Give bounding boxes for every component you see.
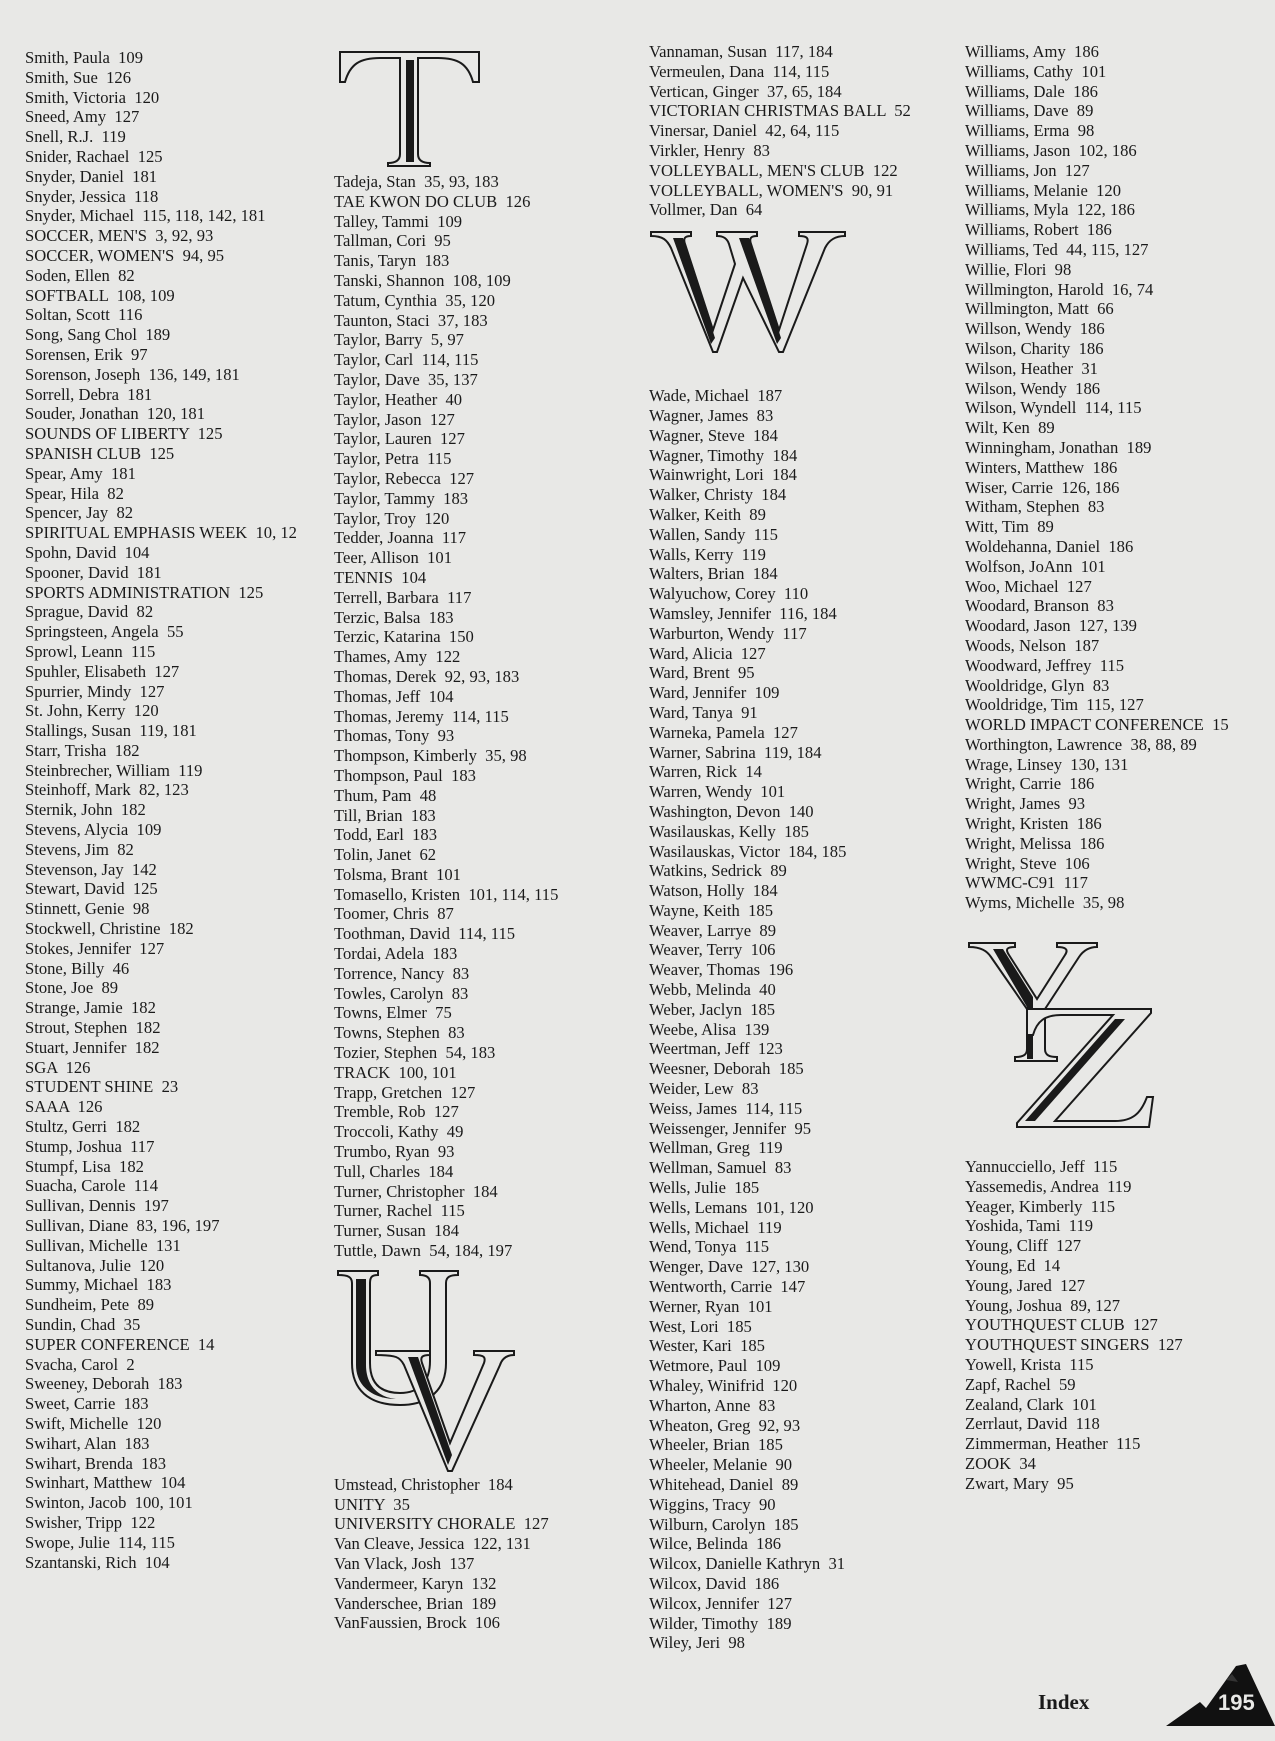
index-entry: Umstead, Christopher 184 xyxy=(334,1474,513,1494)
index-entry: YOUTHQUEST SINGERS 127 xyxy=(965,1335,1183,1355)
index-entry: Wiggins, Tracy 90 xyxy=(649,1494,776,1514)
index-entry: Tadeja, Stan 35, 93, 183 xyxy=(334,172,499,191)
index-entry: Wend, Tonya 115 xyxy=(649,1237,770,1257)
index-entry: Spear, Amy 181 xyxy=(25,463,136,483)
index-entry: Wasilauskas, Kelly 185 xyxy=(649,821,809,841)
index-entry: Walyuchow, Corey 110 xyxy=(649,584,809,604)
index-entry: Yoshida, Tami 119 xyxy=(965,1216,1094,1236)
index-entry: ZOOK 34 xyxy=(965,1454,1036,1474)
index-entry: Walls, Kerry 119 xyxy=(649,544,766,564)
index-entry: Yeager, Kimberly 115 xyxy=(965,1196,1116,1216)
index-entry: Wooldridge, Glyn 83 xyxy=(965,675,1110,695)
index-entry: Sullivan, Dennis 197 xyxy=(25,1196,169,1216)
index-entry: Weebe, Alisa 139 xyxy=(649,1019,770,1039)
index-entry: Stevens, Jim 82 xyxy=(25,839,134,859)
index-entry: Turner, Susan 184 xyxy=(334,1221,460,1241)
index-entry: WORLD IMPACT CONFERENCE 15 xyxy=(965,715,1229,735)
index-entry: Williams, Robert 186 xyxy=(965,220,1112,240)
entry-list xyxy=(965,42,1229,913)
index-entry: Wentworth, Carrie 147 xyxy=(649,1277,806,1297)
index-entry: Whitehead, Daniel 89 xyxy=(649,1475,799,1494)
index-entry: Taylor, Heather 40 xyxy=(334,389,463,409)
index-entry: Wasilauskas, Victor 184, 185 xyxy=(649,841,847,861)
index-entry: Stone, Joe 89 xyxy=(25,978,119,998)
index-entry: Wellman, Samuel 83 xyxy=(649,1158,792,1178)
index-entry: Wilson, Wyndell 114, 115 xyxy=(965,398,1142,418)
index-entry: Woods, Nelson 187 xyxy=(965,635,1100,655)
index-entry: Towns, Elmer 75 xyxy=(334,1003,452,1023)
index-entry: Swinton, Jacob 100, 101 xyxy=(25,1493,193,1513)
index-entry: Woodward, Jeffrey 115 xyxy=(965,655,1125,675)
index-entry: Trumbo, Ryan 93 xyxy=(334,1142,455,1162)
index-entry: Sorensen, Erik 97 xyxy=(25,344,148,364)
index-entry: UNITY 35 xyxy=(334,1494,410,1514)
index-column-4 xyxy=(965,42,1229,1494)
index-entry: Willson, Wendy 186 xyxy=(965,319,1105,339)
index-entry: Weaver, Thomas 196 xyxy=(649,960,794,980)
index-entry: Sorrell, Debra 181 xyxy=(25,384,153,404)
index-entry: SOCCER, WOMEN'S 94, 95 xyxy=(25,245,225,265)
index-entry: Wells, Michael 119 xyxy=(649,1217,782,1237)
index-entry: Van Vlack, Josh 137 xyxy=(334,1554,475,1574)
index-entry: Wilburn, Carolyn 185 xyxy=(649,1514,799,1534)
index-entry: Toomer, Chris 87 xyxy=(334,904,454,924)
index-entry: TAE KWON DO CLUB 126 xyxy=(334,191,531,211)
index-entry: Williams, Ted 44, 115, 127 xyxy=(965,239,1149,259)
index-entry: Wagner, James 83 xyxy=(649,405,774,425)
index-entry: Warren, Wendy 101 xyxy=(649,782,786,802)
index-entry: Weaver, Terry 106 xyxy=(649,940,776,960)
index-entry: Turner, Rachel 115 xyxy=(334,1201,465,1221)
index-entry: Williams, Jon 127 xyxy=(965,160,1090,180)
index-column-3 xyxy=(649,42,911,1653)
index-entry: Towns, Stephen 83 xyxy=(334,1023,465,1043)
index-entry: UNIVERSITY CHORALE 127 xyxy=(334,1514,549,1534)
letter-yz-glyph xyxy=(965,939,1165,1129)
index-entry: Till, Brian 183 xyxy=(334,805,436,825)
index-entry: Spear, Hila 82 xyxy=(25,483,124,503)
index-entry: Wooldridge, Tim 115, 127 xyxy=(965,695,1144,715)
index-entry: Wetmore, Paul 109 xyxy=(649,1356,781,1376)
index-entry: Warburton, Wendy 117 xyxy=(649,623,807,643)
index-entry: Taylor, Jason 127 xyxy=(334,409,455,429)
index-entry: Swisher, Tripp 122 xyxy=(25,1512,156,1532)
index-entry: Taylor, Carl 114, 115 xyxy=(334,350,479,370)
index-entry: Torrence, Nancy 83 xyxy=(334,963,470,983)
index-entry: Wallen, Sandy 115 xyxy=(649,524,778,544)
index-entry: Wilt, Ken 89 xyxy=(965,418,1055,438)
index-entry: Towles, Carolyn 83 xyxy=(334,983,469,1003)
index-entry: Woodard, Branson 83 xyxy=(965,596,1114,616)
index-entry: Sundheim, Pete 89 xyxy=(25,1295,155,1315)
index-entry: Tull, Charles 184 xyxy=(334,1161,454,1181)
letter-w-glyph xyxy=(649,226,849,356)
entry-list xyxy=(649,386,911,1653)
index-entry: Wilson, Charity 186 xyxy=(965,338,1104,358)
index-entry: YOUTHQUEST CLUB 127 xyxy=(965,1315,1158,1335)
index-entry: Weertman, Jeff 123 xyxy=(649,1039,783,1059)
letter-t-glyph xyxy=(334,42,484,170)
index-entry: Wayne, Keith 185 xyxy=(649,900,774,920)
index-entry: Taunton, Staci 37, 183 xyxy=(334,310,488,330)
index-entry: Summy, Michael 183 xyxy=(25,1275,172,1295)
index-entry: Tremble, Rob 127 xyxy=(334,1102,459,1122)
index-entry: Tuttle, Dawn 54, 184, 197 xyxy=(334,1241,513,1261)
index-entry: Soltan, Scott 116 xyxy=(25,305,143,325)
index-entry: Sprowl, Leann 115 xyxy=(25,641,156,661)
index-entry: Thompson, Paul 183 xyxy=(334,765,476,785)
index-entry: Woo, Michael 127 xyxy=(965,576,1092,596)
index-entry: Stevens, Alycia 109 xyxy=(25,820,162,840)
index-entry: SPORTS ADMINISTRATION 125 xyxy=(25,582,264,602)
index-entry: Wright, James 93 xyxy=(965,794,1086,814)
index-entry: Willmington, Matt 66 xyxy=(965,299,1114,319)
index-entry: Wrage, Linsey 130, 131 xyxy=(965,754,1129,774)
index-entry: Swihart, Alan 183 xyxy=(25,1433,150,1453)
footer-section-label: Index xyxy=(1038,1690,1090,1714)
index-entry: Woodard, Jason 127, 139 xyxy=(965,616,1137,636)
index-entry: Turner, Christopher 184 xyxy=(334,1181,498,1201)
index-entry: Witt, Tim 89 xyxy=(965,517,1054,537)
index-entry: Williams, Dave 89 xyxy=(965,101,1094,121)
index-entry: Wagner, Steve 184 xyxy=(649,425,778,445)
index-entry: Williams, Cathy 101 xyxy=(965,61,1107,81)
index-entry: Winningham, Jonathan 189 xyxy=(965,437,1152,457)
index-entry: Trapp, Gretchen 127 xyxy=(334,1082,476,1102)
index-entry: Wyms, Michelle 35, 98 xyxy=(965,893,1125,913)
letter-yz-heading xyxy=(965,939,1229,1157)
index-entry: Terrell, Barbara 117 xyxy=(334,587,472,607)
index-entry: Sweet, Carrie 183 xyxy=(25,1394,149,1414)
index-entry: VICTORIAN CHRISTMAS BALL 52 xyxy=(649,101,911,121)
index-entry: Ward, Jennifer 109 xyxy=(649,683,780,703)
letter-w-heading xyxy=(649,226,911,386)
index-column-2 xyxy=(334,42,558,1633)
index-entry: Yowell, Krista 115 xyxy=(965,1355,1094,1375)
index-entry: Stockwell, Christine 182 xyxy=(25,919,194,939)
index-entry: Snyder, Jessica 118 xyxy=(25,186,159,206)
index-entry: Thomas, Tony 93 xyxy=(334,726,455,746)
index-entry: Soden, Ellen 82 xyxy=(25,265,135,285)
index-entry: Wright, Kristen 186 xyxy=(965,814,1102,834)
index-entry: Stultz, Gerri 182 xyxy=(25,1117,141,1137)
index-entry: Spuhler, Elisabeth 127 xyxy=(25,661,180,681)
index-entry: Tallman, Cori 95 xyxy=(334,231,451,251)
index-entry: Wilson, Heather 31 xyxy=(965,358,1098,378)
index-entry: Teer, Allison 101 xyxy=(334,548,453,568)
index-entry: Zerrlaut, David 118 xyxy=(965,1414,1100,1434)
index-entry: Steinhoff, Mark 82, 123 xyxy=(25,780,189,800)
index-entry: Tolin, Janet 62 xyxy=(334,845,437,865)
index-column-1 xyxy=(25,48,297,1572)
index-entry: Tatum, Cynthia 35, 120 xyxy=(334,290,496,310)
index-entry: Van Cleave, Jessica 122, 131 xyxy=(334,1534,531,1554)
index-entry: Wilce, Belinda 186 xyxy=(649,1534,782,1554)
index-entry: Wamsley, Jennifer 116, 184 xyxy=(649,603,837,623)
index-entry: Snell, R.J. 119 xyxy=(25,127,126,147)
index-entry: Williams, Dale 186 xyxy=(965,81,1098,101)
entry-list xyxy=(649,42,911,220)
index-entry: Weider, Lew 83 xyxy=(649,1079,759,1099)
entry-list xyxy=(965,1157,1229,1494)
index-entry: Wilder, Timothy 189 xyxy=(649,1613,792,1633)
index-entry: Warner, Sabrina 119, 184 xyxy=(649,742,822,762)
index-entry: Sweeney, Deborah 183 xyxy=(25,1374,183,1394)
index-entry: Young, Cliff 127 xyxy=(965,1236,1082,1256)
index-entry: Williams, Erma 98 xyxy=(965,121,1095,141)
index-entry: Thames, Amy 122 xyxy=(334,647,461,667)
index-entry: Wagner, Timothy 184 xyxy=(649,445,798,465)
index-entry: Taylor, Lauren 127 xyxy=(334,429,465,449)
index-entry: Szantanski, Rich 104 xyxy=(25,1552,170,1572)
index-entry: Young, Jared 127 xyxy=(965,1275,1086,1295)
index-entry: SOCCER, MEN'S 3, 92, 93 xyxy=(25,226,214,246)
index-entry: Swinhart, Matthew 104 xyxy=(25,1473,186,1493)
index-entry: Young, Ed 14 xyxy=(965,1256,1061,1276)
index-entry: Weber, Jaclyn 185 xyxy=(649,999,776,1019)
index-entry: Werner, Ryan 101 xyxy=(649,1296,773,1316)
index-entry: Stuart, Jennifer 182 xyxy=(25,1037,160,1057)
index-entry: TRACK 100, 101 xyxy=(334,1062,457,1082)
index-entry: SPIRITUAL EMPHASIS WEEK 10, 12 xyxy=(25,523,297,543)
index-entry: Talley, Tammi 109 xyxy=(334,211,463,231)
index-entry: Wright, Carrie 186 xyxy=(965,774,1095,794)
index-entry: SOFTBALL 108, 109 xyxy=(25,285,175,305)
index-entry: Sultanova, Julie 120 xyxy=(25,1255,165,1275)
index-entry: Walker, Christy 184 xyxy=(649,485,787,505)
index-entry: Vollmer, Dan 64 xyxy=(649,200,763,220)
index-entry: Smith, Sue 126 xyxy=(25,67,132,87)
index-entry: SUPER CONFERENCE 14 xyxy=(25,1334,215,1354)
index-entry: Tolsma, Brant 101 xyxy=(334,864,461,884)
index-entry: Wheeler, Melanie 90 xyxy=(649,1455,793,1475)
index-entry: Thum, Pam 48 xyxy=(334,785,437,805)
index-entry: Vermeulen, Dana 114, 115 xyxy=(649,61,830,81)
index-entry: Sullivan, Diane 83, 196, 197 xyxy=(25,1216,220,1236)
index-entry: Wells, Lemans 101, 120 xyxy=(649,1197,814,1217)
index-entry: Wright, Steve 106 xyxy=(965,853,1090,873)
index-entry: Winters, Matthew 186 xyxy=(965,457,1118,477)
index-entry: Wright, Melissa 186 xyxy=(965,833,1105,853)
index-entry: Whaley, Winifrid 120 xyxy=(649,1376,798,1396)
index-entry: Worthington, Lawrence 38, 88, 89 xyxy=(965,734,1197,754)
index-entry: Stump, Joshua 117 xyxy=(25,1136,155,1156)
index-entry: Strout, Stephen 182 xyxy=(25,1018,161,1038)
index-entry: SOUNDS OF LIBERTY 125 xyxy=(25,424,223,444)
index-entry: Snyder, Michael 115, 118, 142, 181 xyxy=(25,206,266,226)
index-entry: Wenger, Dave 127, 130 xyxy=(649,1257,810,1277)
index-entry: Sternik, John 182 xyxy=(25,800,146,820)
entry-list xyxy=(25,48,297,1572)
index-entry: Smith, Victoria 120 xyxy=(25,87,160,107)
index-entry: Wilcox, Jennifer 127 xyxy=(649,1593,793,1613)
index-entry: Tomasello, Kristen 101, 114, 115 xyxy=(334,884,559,904)
index-entry: Stallings, Susan 119, 181 xyxy=(25,721,197,741)
index-entry: Wellman, Greg 119 xyxy=(649,1138,783,1158)
index-entry: St. John, Kerry 120 xyxy=(25,701,159,721)
index-entry: Sullivan, Michelle 131 xyxy=(25,1235,181,1255)
index-entry: Smith, Paula 109 xyxy=(25,48,144,67)
index-entry: Vandermeer, Karyn 132 xyxy=(334,1573,497,1593)
index-entry: Springsteen, Angela 55 xyxy=(25,622,184,642)
index-entry: Spurrier, Mindy 127 xyxy=(25,681,165,701)
index-entry: Yannucciello, Jeff 115 xyxy=(965,1157,1118,1177)
index-entry: Strange, Jamie 182 xyxy=(25,998,156,1018)
index-entry: Tanski, Shannon 108, 109 xyxy=(334,270,511,290)
index-entry: Vertican, Ginger 37, 65, 184 xyxy=(649,81,842,101)
index-entry: Thomas, Jeremy 114, 115 xyxy=(334,706,509,726)
index-entry: Stokes, Jennifer 127 xyxy=(25,938,165,958)
index-entry: Terzic, Katarina 150 xyxy=(334,627,474,647)
index-entry: Virkler, Henry 83 xyxy=(649,140,770,160)
index-entry: Zealand, Clark 101 xyxy=(965,1394,1097,1414)
index-entry: Stevenson, Jay 142 xyxy=(25,859,157,879)
index-entry: WWMC-C91 117 xyxy=(965,873,1088,893)
index-entry: Stewart, David 125 xyxy=(25,879,158,899)
index-entry: Taylor, Petra 115 xyxy=(334,449,452,469)
index-entry: Zimmerman, Heather 115 xyxy=(965,1434,1141,1454)
letter-uv-glyph xyxy=(334,1265,524,1473)
index-entry: Williams, Myla 122, 186 xyxy=(965,200,1135,220)
index-entry: Watkins, Sedrick 89 xyxy=(649,861,787,881)
index-entry: Tozier, Stephen 54, 183 xyxy=(334,1043,496,1063)
index-entry: Wells, Julie 185 xyxy=(649,1178,760,1198)
index-entry: Wheeler, Brian 185 xyxy=(649,1435,783,1455)
index-entry: Taylor, Rebecca 127 xyxy=(334,468,475,488)
index-entry: Young, Joshua 89, 127 xyxy=(965,1295,1121,1315)
index-entry: Stone, Billy 46 xyxy=(25,958,130,978)
index-entry: Tanis, Taryn 183 xyxy=(334,251,450,271)
index-entry: VOLLEYBALL, MEN'S CLUB 122 xyxy=(649,160,898,180)
index-entry: Swihart, Brenda 183 xyxy=(25,1453,167,1473)
index-entry: Tedder, Joanna 117 xyxy=(334,528,467,548)
index-entry: Todd, Earl 183 xyxy=(334,825,437,845)
index-entry: Vannaman, Susan 117, 184 xyxy=(649,42,833,61)
index-entry: SAAA 126 xyxy=(25,1097,103,1117)
index-entry: Starr, Trisha 182 xyxy=(25,740,140,760)
letter-uv-heading xyxy=(334,1265,558,1475)
index-entry: Taylor, Dave 35, 137 xyxy=(334,369,478,389)
index-entry: Song, Sang Chol 189 xyxy=(25,325,171,345)
index-entry: Steinbrecher, William 119 xyxy=(25,760,203,780)
index-entry: Wainwright, Lori 184 xyxy=(649,465,797,485)
index-entry: Snyder, Daniel 181 xyxy=(25,166,158,186)
index-entry: Taylor, Barry 5, 97 xyxy=(334,330,464,350)
index-entry: Zwart, Mary 95 xyxy=(965,1473,1074,1493)
index-entry: Wade, Michael 187 xyxy=(649,386,783,406)
index-entry: SPANISH CLUB 125 xyxy=(25,443,175,463)
index-entry: Wilcox, Danielle Kathryn 31 xyxy=(649,1554,846,1574)
entry-list xyxy=(334,172,558,1261)
index-entry: Ward, Tanya 91 xyxy=(649,702,758,722)
index-entry: Thompson, Kimberly 35, 98 xyxy=(334,746,527,766)
index-entry: Sundin, Chad 35 xyxy=(25,1315,141,1334)
index-entry: Yassemedis, Andrea 119 xyxy=(965,1176,1132,1196)
index-entry: Taylor, Tammy 183 xyxy=(334,488,469,508)
index-entry: Webb, Melinda 40 xyxy=(649,980,776,1000)
index-entry: Svacha, Carol 2 xyxy=(25,1354,135,1374)
index-entry: Terzic, Balsa 183 xyxy=(334,607,454,627)
index-entry: Spencer, Jay 82 xyxy=(25,503,134,523)
index-entry: Spohn, David 104 xyxy=(25,542,150,562)
page-number: 195 xyxy=(1218,1690,1255,1715)
index-entry: Swope, Julie 114, 115 xyxy=(25,1532,175,1552)
index-entry: Washington, Devon 140 xyxy=(649,801,814,821)
index-entry: Snider, Rachael 125 xyxy=(25,146,163,166)
index-entry: Zapf, Rachel 59 xyxy=(965,1374,1076,1394)
index-entry: Sprague, David 82 xyxy=(25,602,154,622)
index-entry: Williams, Amy 186 xyxy=(965,42,1099,61)
index-entry: VOLLEYBALL, WOMEN'S 90, 91 xyxy=(649,180,894,200)
index-entry: Walters, Brian 184 xyxy=(649,564,778,584)
index-entry: Wheaton, Greg 92, 93 xyxy=(649,1415,801,1435)
index-entry: Weesner, Deborah 185 xyxy=(649,1059,804,1079)
index-entry: Sneed, Amy 127 xyxy=(25,107,140,127)
index-entry: Wiser, Carrie 126, 186 xyxy=(965,477,1120,497)
index-entry: Wolfson, JoAnn 101 xyxy=(965,556,1106,576)
index-entry: VanFaussien, Brock 106 xyxy=(334,1613,500,1633)
index-entry: Walker, Keith 89 xyxy=(649,504,766,524)
index-entry: Weissenger, Jennifer 95 xyxy=(649,1118,812,1138)
index-entry: Wiley, Jeri 98 xyxy=(649,1633,745,1653)
index-entry: Spooner, David 181 xyxy=(25,562,162,582)
index-entry: Warneka, Pamela 127 xyxy=(649,722,798,742)
index-entry: Williams, Jason 102, 186 xyxy=(965,140,1137,160)
index-entry: Toothman, David 114, 115 xyxy=(334,924,516,944)
index-entry: West, Lori 185 xyxy=(649,1316,752,1336)
index-entry: Willmington, Harold 16, 74 xyxy=(965,279,1154,299)
index-entry: Wester, Kari 185 xyxy=(649,1336,765,1356)
index-entry: SGA 126 xyxy=(25,1057,91,1077)
letter-t-heading xyxy=(334,42,558,172)
index-entry: Willie, Flori 98 xyxy=(965,259,1072,279)
index-entry: TENNIS 104 xyxy=(334,567,427,587)
index-entry: Ward, Alicia 127 xyxy=(649,643,766,663)
index-entry: Stinnett, Genie 98 xyxy=(25,899,150,919)
index-entry: Wilson, Wendy 186 xyxy=(965,378,1101,398)
index-entry: Taylor, Troy 120 xyxy=(334,508,450,528)
index-entry: Wharton, Anne 83 xyxy=(649,1395,776,1415)
index-entry: Wilcox, David 186 xyxy=(649,1573,780,1593)
index-entry: Vanderschee, Brian 189 xyxy=(334,1593,497,1613)
entry-list xyxy=(334,1475,558,1633)
index-entry: Warren, Rick 14 xyxy=(649,762,762,782)
index-entry: Suacha, Carole 114 xyxy=(25,1176,159,1196)
index-entry: Thomas, Derek 92, 93, 183 xyxy=(334,666,520,686)
index-entry: Sorenson, Joseph 136, 149, 181 xyxy=(25,364,240,384)
index-entry: Watson, Holly 184 xyxy=(649,881,778,901)
index-entry: Troccoli, Kathy 49 xyxy=(334,1122,464,1142)
index-entry: Williams, Melanie 120 xyxy=(965,180,1122,200)
index-entry: Vinersar, Daniel 42, 64, 115 xyxy=(649,121,840,141)
index-entry: Woldehanna, Daniel 186 xyxy=(965,536,1134,556)
index-entry: Ward, Brent 95 xyxy=(649,663,755,683)
index-entry: Swift, Michelle 120 xyxy=(25,1413,162,1433)
index-entry: Souder, Jonathan 120, 181 xyxy=(25,404,206,424)
index-entry: Tordai, Adela 183 xyxy=(334,944,458,964)
index-entry: Weaver, Larrye 89 xyxy=(649,920,776,940)
index-entry: Witham, Stephen 83 xyxy=(965,497,1105,517)
index-entry: Stumpf, Lisa 182 xyxy=(25,1156,144,1176)
index-entry: STUDENT SHINE 23 xyxy=(25,1077,179,1097)
index-entry: Thomas, Jeff 104 xyxy=(334,686,454,706)
index-entry: Weiss, James 114, 115 xyxy=(649,1098,803,1118)
